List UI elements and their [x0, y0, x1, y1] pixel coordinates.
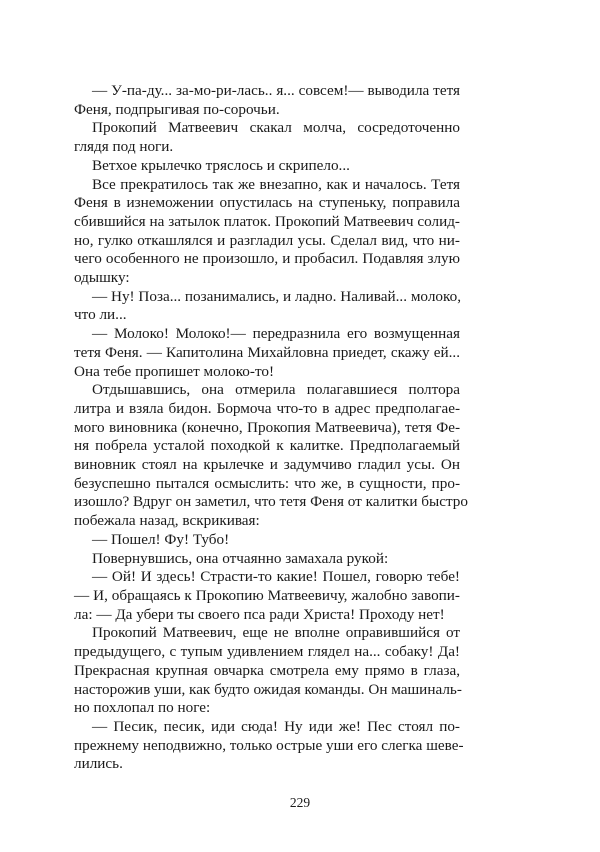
text-line: — У-па-ду... за-мо-ри-лась.. я... совсем!— выводила тетя	[92, 82, 460, 99]
text-line: безуспешно пытался осмыслить: что же, в сущности, про-	[74, 474, 460, 492]
text-line: Все прекратилось так же внезапно, как и началось. Тетя	[92, 175, 460, 193]
text-line: — И, обращаясь к Прокопию Матвеевичу, жалобно завопи-	[74, 586, 460, 604]
text-line: прежнему неподвижно, только острые уши его слегка шеве-	[74, 736, 464, 754]
page-number: 229	[289, 795, 311, 810]
text-line: — Песик, песик, иди сюда! Ну иди же! Пес стоял по-	[92, 717, 460, 735]
text-line: глядя под ноги.	[74, 138, 174, 156]
text-line: виновник стоял на крылечке и задумчиво гладил усы. Он	[74, 456, 460, 474]
text-line: но, гулко откашлялся и разгладил усы. Сделал вид, что ни-	[74, 231, 460, 249]
text-line: — Ну! Поза... позанимались, и ладно. Наливай... молоко,	[92, 287, 461, 305]
text-line: — Ой! И здесь! Страсти-то какие! Пошел, говорю тебе!	[92, 568, 460, 586]
text-line: Феня, подпрыгивая по-сорочьи.	[74, 100, 280, 118]
text-line: что ли...	[74, 306, 127, 324]
text-line: — Пошел! Фу! Тубо!	[92, 530, 230, 548]
text-line: литра и взяла бидон. Бормоча что-то в адрес предполагае-	[74, 399, 460, 417]
text-line: побежала назад, вскрикивая:	[74, 512, 260, 530]
text-line: одышку:	[74, 269, 130, 287]
text-line: насторожив уши, как будто ожидая команды. Он машиналь-	[74, 680, 462, 698]
text-line: изошло? Вдруг он заметил, что тетя Феня от калитки быстро	[74, 493, 468, 511]
text-line: Прекрасная крупная овчарка смотрела ему прямо в глаза,	[74, 661, 460, 679]
text-line: но похлопал по ноге:	[74, 699, 211, 717]
text-line: сбившийся на затылок платок. Прокопий Матвеевич солид-	[74, 212, 460, 230]
text-line: Ветхое крылечко тряслось и скрипело...	[92, 156, 350, 174]
text-line: чего особенного не произошло, и пробасил. Подавляя злую	[74, 250, 460, 268]
text-line: тетя Феня. — Капитолина Михайловна приедет, скажу ей...	[74, 343, 460, 361]
text-line: ня побрела усталой походкой к калитке. Предполагаемый	[74, 437, 460, 455]
text-line: предыдущего, с тупым удивлением глядел на... собаку! Да!	[74, 643, 460, 661]
text-line: Она тебе пропишет молоко-то!	[74, 362, 275, 380]
text-line: ла: — Да убери ты своего пса ради Христа! Проходу нет!	[74, 605, 445, 623]
text-line: — Молоко! Молоко!— передразнила его возмущенная	[92, 325, 460, 343]
text-line: Повернувшись, она отчаянно замахала рукой:	[92, 549, 389, 567]
text-line: Прокопий Матвеевич скакал молча, сосредоточенно	[92, 119, 460, 137]
text-line: лились.	[74, 755, 123, 773]
text-line: Прокопий Матвеевич, еще не вполне оправившийся от	[92, 624, 460, 642]
text-line: Феня в изнеможении опустилась на ступеньку, поправила	[74, 194, 460, 212]
body-text	[74, 82, 468, 774]
text-line: Отдышавшись, она отмерила полагавшиеся полтора	[92, 381, 460, 399]
text-line: мого виновника (конечно, Прокопия Матвеевича), тетя Фе-	[74, 418, 460, 436]
